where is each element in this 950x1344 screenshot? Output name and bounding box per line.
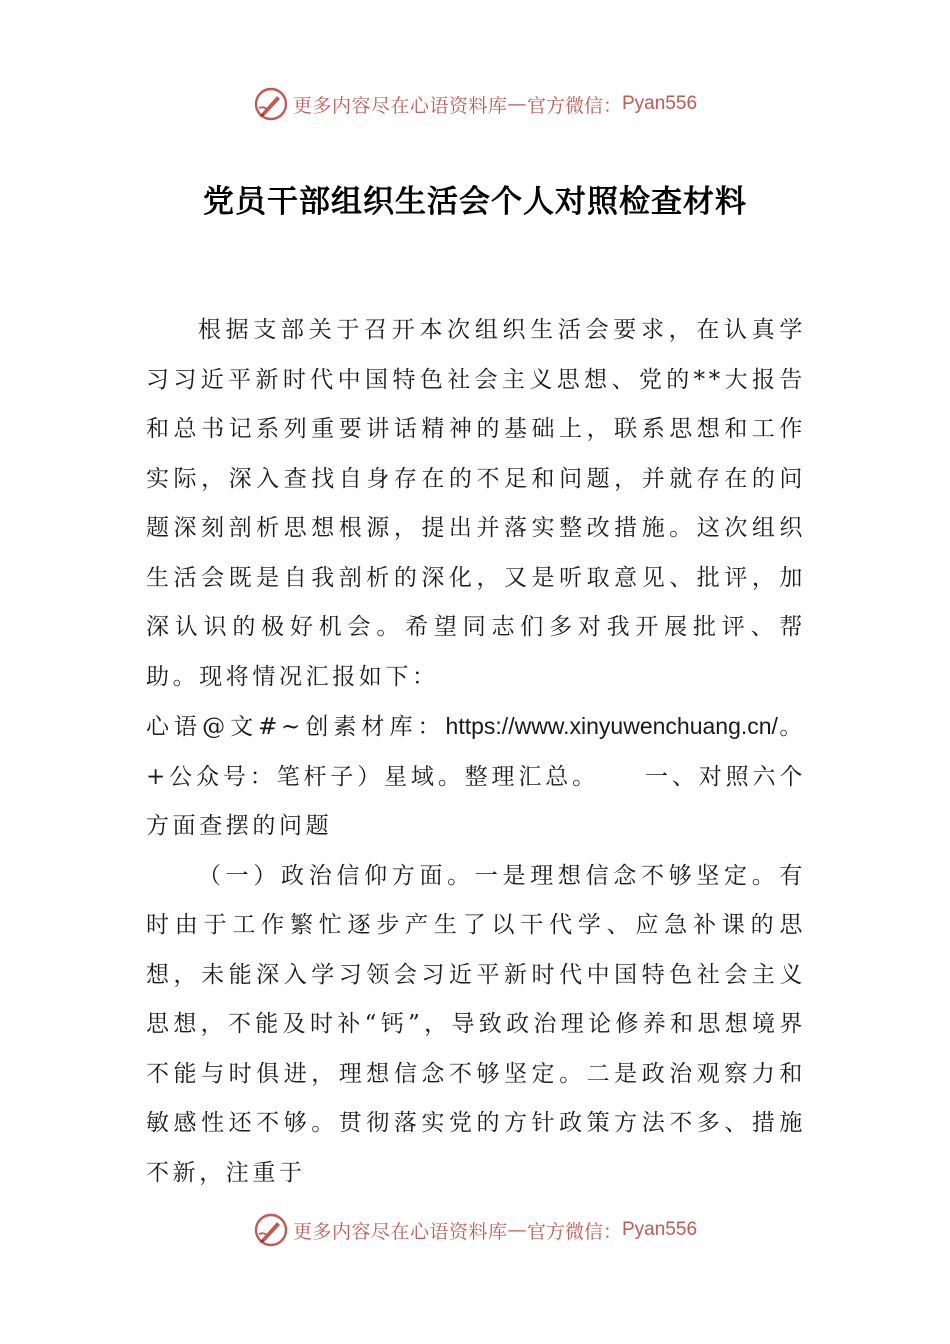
document-title: 党员干部组织生活会个人对照检查材料 xyxy=(203,184,747,220)
header-banner xyxy=(0,82,950,126)
pen-logo-icon xyxy=(253,1212,289,1248)
footer-banner xyxy=(0,1208,950,1252)
banner-wechat-label: 官方微信： xyxy=(526,94,622,117)
banner-site-text: 更多内容尽在心语资料库 xyxy=(292,94,508,117)
banner-account: Pyan556 xyxy=(622,93,698,114)
source-suffix: 。+公众号：笔杆子）星域。整理汇总。 xyxy=(146,714,806,790)
section-1-paragraph: （一）政治信仰方面。一是理想信念不够坚定。有时由于工作繁忙逐步产生了以干代学、应急补课的思想，未能深入学习领会习近平新时代中国特色社会主义思想，不能及时补“钙”，导致政治理论修养和思想境界不能与时俱进，理想信念不够坚定。二是政治观察力和敏感性还不够。贯彻落实党的方针政策方法不多、措施不新，注重于 xyxy=(146,862,806,1186)
intro-paragraph: 根据支部关于召开本次组织生活会要求，在认真学习习近平新时代中国特色社会主义思想、党的**大报告和总书记系列重要讲话精神的基础上，联系思想和工作实际，深入查找自身存在的不足和问题，并就存在的问题深刻剖析思想根源，提出并落实整改措施。这次组织生活会既是自我剖析的深化，又是听取意见、批评，加深认识的极好机会。希望同志们多对我开展批评、帮助。现将情况汇报如下： xyxy=(146,317,806,690)
document-body xyxy=(146,306,806,1198)
banner-site-text: 更多内容尽在心语资料库 xyxy=(292,1220,508,1243)
banner-account: Pyan556 xyxy=(622,1219,698,1240)
source-paragraph xyxy=(146,702,806,852)
source-url: https://www.xinyuwenchuang.cn/ xyxy=(445,713,778,739)
pen-logo-icon xyxy=(253,86,289,122)
section-heading: 一、对照六个方面查摆的问题 xyxy=(146,763,806,839)
banner-separator: — xyxy=(507,1219,527,1241)
source-prefix: 心语@文#~创素材库： xyxy=(146,714,446,740)
banner-wechat-label: 官方微信： xyxy=(526,1220,622,1243)
banner-separator: — xyxy=(507,93,527,115)
